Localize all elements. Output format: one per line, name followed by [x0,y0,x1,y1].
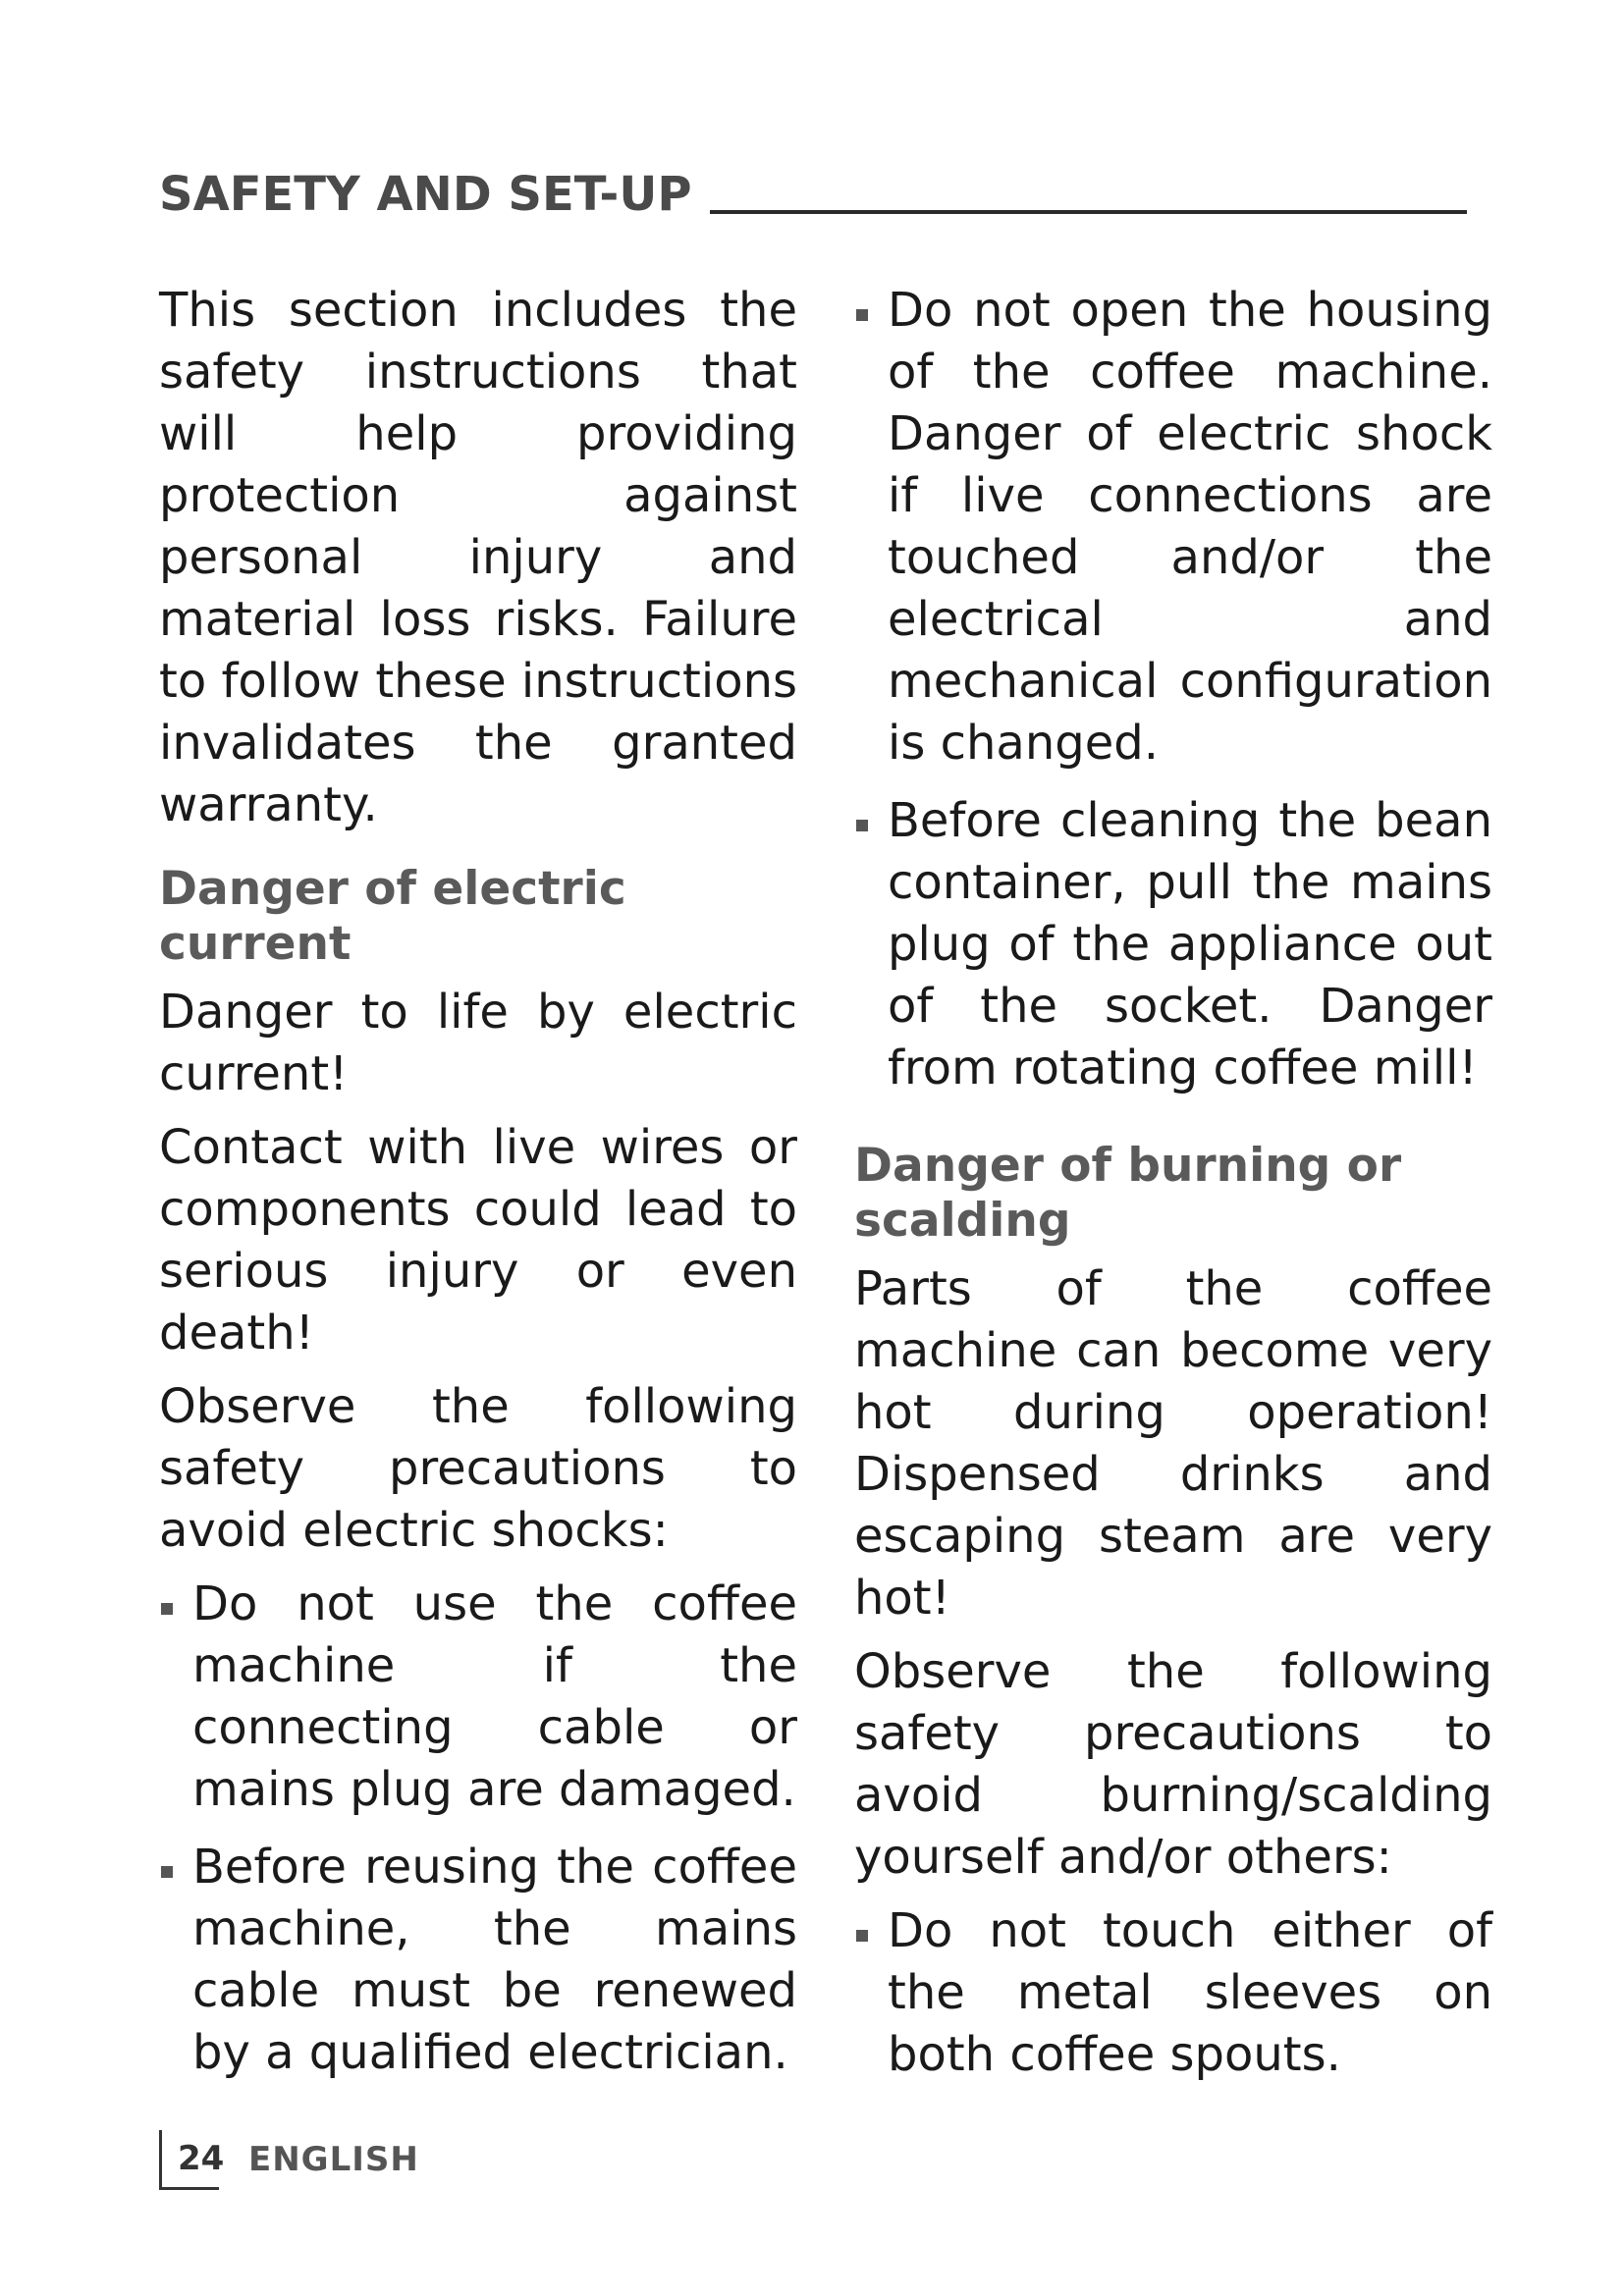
left-column [159,280,797,2100]
bullet-text: Do not use the coffee machine if the connecting cable or mains plug are damaged. [192,1576,797,1817]
right-column [854,280,1492,2102]
heading-burning-scalding: Danger of burning or scalding [854,1139,1402,1248]
page-number: 24 [178,2138,225,2178]
bullet-square-icon [161,1866,173,1878]
page-header [159,159,1467,222]
observe-precautions-paragraph: Observe the following safety precautions to avoid electric shocks: [159,1379,797,1558]
list-item [854,1900,1492,2086]
list-item [159,1837,797,2084]
bullet-text: Do not open the housing of the coffee machine. Danger of electric shock if live connections are touched and/or the electrical and mechanical configuration is changed. [888,283,1492,771]
section-title: SAFETY AND SET-UP [159,167,692,222]
intro-paragraph: This section includes the safety instructions that will help providing protection against personal injury and material loss risks. Failure to follow these instructions invalidates the granted warranty. [159,283,797,832]
bullet-text: Before cleaning the bean container, pull the mains plug of the appliance out of the socket. Danger from rotating coffee mill! [888,793,1492,1095]
heading-electric-current: Danger of electric current [159,862,626,971]
bullet-square-icon [161,1603,173,1615]
page-footer [159,2130,419,2189]
bullet-square-icon [856,820,868,831]
header-rule [710,210,1467,214]
bullet-text: Before reusing the coffee machine, the mains cable must be renewed by a qualified electrician. [192,1840,797,2080]
footer-bracket [159,2130,225,2190]
list-item [854,790,1492,1099]
bullet-square-icon [856,309,868,321]
danger-to-life-paragraph: Danger to life by electric current! [159,985,797,1101]
bullet-text: Do not touch either of the metal sleeves on both coffee spouts. [888,1903,1492,2082]
list-item [854,280,1492,774]
footer-language: ENGLISH [248,2140,419,2179]
list-item [159,1574,797,1821]
bullet-square-icon [856,1930,868,1942]
contact-live-wires-paragraph: Contact with live wires or components could lead to serious injury or even death! [159,1120,797,1361]
hot-parts-paragraph: Parts of the coffee machine can become very hot during operation! Dispensed drinks and escaping steam are very hot! [854,1261,1492,1626]
observe-scalding-paragraph: Observe the following safety precautions to avoid burning/scalding yourself and/or others: [854,1644,1492,1885]
